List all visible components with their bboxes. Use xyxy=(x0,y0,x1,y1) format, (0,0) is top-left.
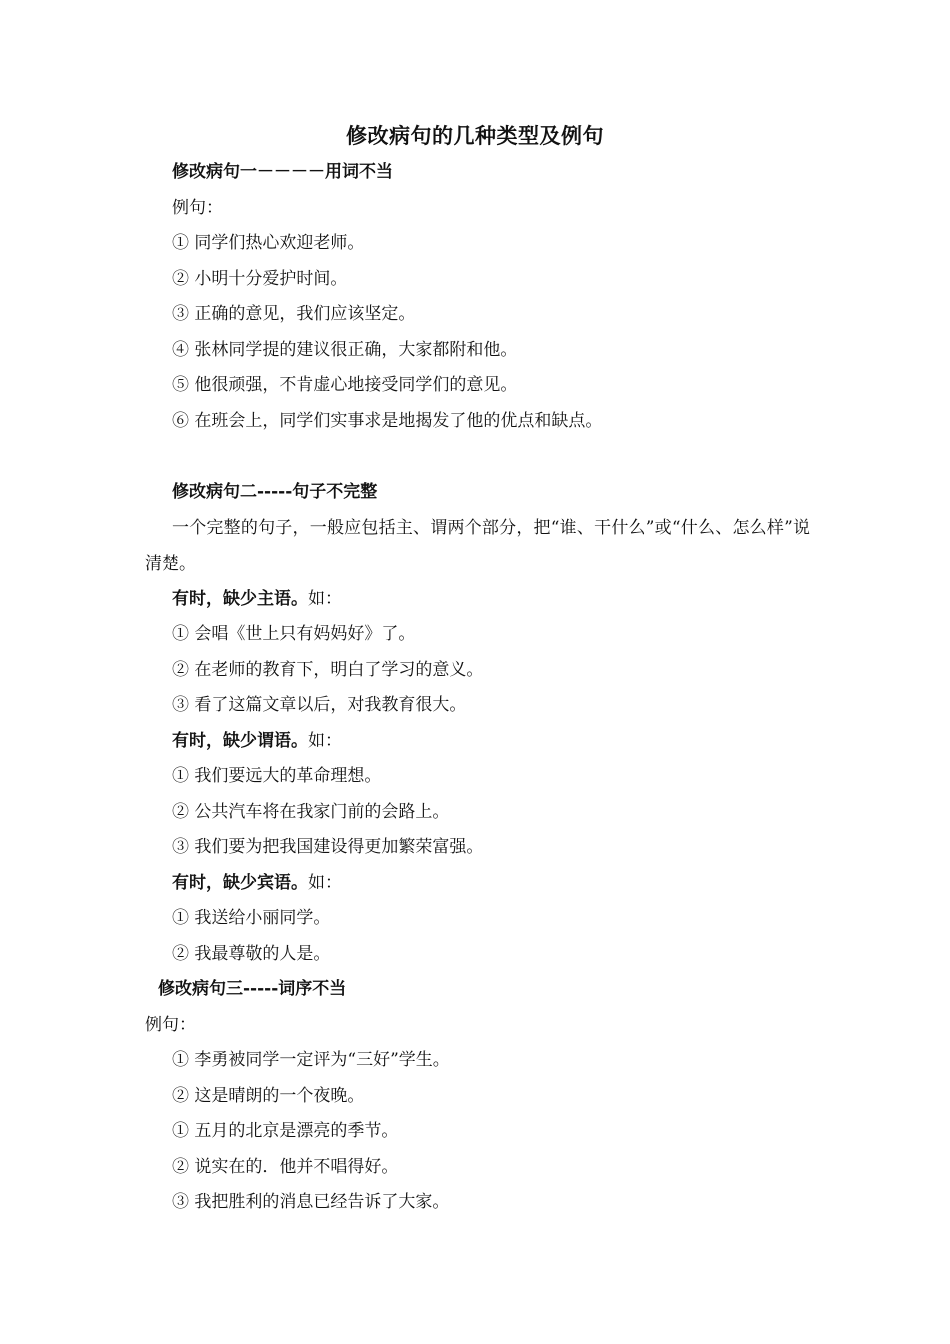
section3-item-5: ③ 我把胜利的消息已经告诉了大家。 xyxy=(172,1192,450,1212)
section1-item-4: ④ 张林同学提的建议很正确，大家都附和他。 xyxy=(172,340,518,360)
sub2-label: 有时，缺少谓语。 xyxy=(172,731,308,751)
sub3-label: 有时，缺少宾语。 xyxy=(172,873,308,893)
sub1-suffix: 如： xyxy=(308,589,342,609)
section2-heading: 修改病句二-----句子不完整 xyxy=(172,482,378,502)
section3-heading: 修改病句三-----词序不当 xyxy=(158,979,347,999)
sub2-item-2: ② 公共汽车将在我家门前的会路上。 xyxy=(172,802,450,822)
section2-sub2 xyxy=(172,729,342,753)
section3-intro: 例句： xyxy=(145,1015,196,1035)
section2-sub3 xyxy=(172,871,342,895)
sub3-item-2: ② 我最尊敬的人是。 xyxy=(172,944,331,964)
sub1-label: 有时，缺少主语。 xyxy=(172,589,308,609)
sub1-item-3: ③ 看了这篇文章以后，对我教育很大。 xyxy=(172,695,467,715)
section3-item-4: ② 说实在的．他并不唱得好。 xyxy=(172,1157,399,1177)
sub2-item-1: ① 我们要远大的革命理想。 xyxy=(172,766,382,786)
sub2-suffix: 如： xyxy=(308,731,342,751)
section1-item-5: ⑤ 他很顽强，不肯虚心地接受同学们的意见。 xyxy=(172,375,518,395)
sub2-item-3: ③ 我们要为把我国建设得更加繁荣富强。 xyxy=(172,837,484,857)
section3-item-2: ② 这是晴朗的一个夜晚。 xyxy=(172,1086,365,1106)
section3-item-1: ① 李勇被同学一定评为“三好”学生。 xyxy=(172,1050,450,1070)
sub3-item-1: ① 我送给小丽同学。 xyxy=(172,908,331,928)
sub1-item-1: ① 会唱《世上只有妈妈好》了。 xyxy=(172,624,416,644)
section1-item-3: ③ 正确的意见，我们应该坚定。 xyxy=(172,304,416,324)
section2-paragraph: 一个完整的句子，一般应包括主、谓两个部分，把“谁、干什么”或“什么、怎么样”说清楚。 xyxy=(145,518,810,574)
sub1-item-2: ② 在老师的教育下，明白了学习的意义。 xyxy=(172,660,484,680)
section1-item-6: ⑥ 在班会上，同学们实事求是地揭发了他的优点和缺点。 xyxy=(172,411,603,431)
section1-item-1: ① 同学们热心欢迎老师。 xyxy=(172,233,365,253)
section1-item-2: ② 小明十分爱护时间。 xyxy=(172,269,348,289)
section1-intro: 例句： xyxy=(172,198,223,218)
section3-item-3: ① 五月的北京是漂亮的季节。 xyxy=(172,1121,399,1141)
document-title: 修改病句的几种类型及例句 xyxy=(346,124,604,148)
section1-heading: 修改病句一－－－－用词不当 xyxy=(172,162,393,182)
section2-sub1 xyxy=(172,587,342,611)
sub3-suffix: 如： xyxy=(308,873,342,893)
